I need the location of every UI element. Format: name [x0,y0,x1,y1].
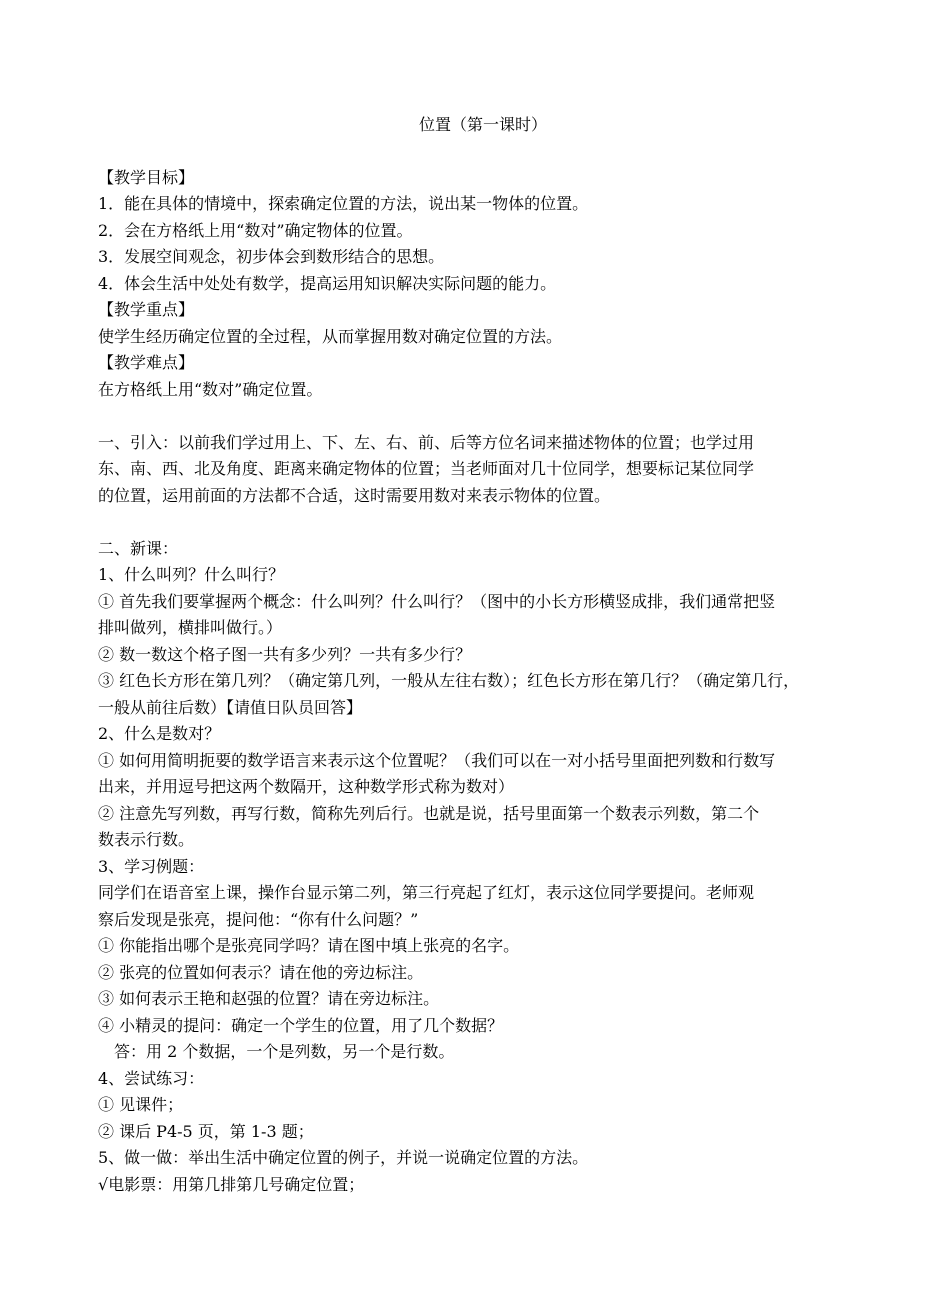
lesson-line: ② 课后 P4-5 页，第 1-3 题； [98,1121,314,1141]
lesson-line: ① 首先我们要掌握两个概念：什么叫列？什么叫行？（图中的小长方形横竖成排，我们通常把竖 [98,591,776,611]
document-page [98,112,868,1198]
key-point-heading: 【教学重点】 [98,300,195,319]
lesson-line: ④ 小精灵的提问：确定一个学生的位置，用了几个数据？ [98,1015,504,1035]
lesson-line: √电影票：用第几排第几号确定位置； [98,1174,365,1194]
difficulty-text: 在方格纸上用“数对”确定位置。 [98,379,323,399]
goal-item-3: 3．发展空间观念，初步体会到数形结合的思想。 [98,247,445,266]
lesson-line: 出来，并用逗号把这两个数隔开，这种数学形式称为数对） [98,777,515,796]
lesson-line: 一般从前往后数）【请值日队员回答】 [98,697,363,717]
intro-line-2: 东、南、西、北及角度、距离来确定物体的位置；当老师面对几十位同学，想要标记某位同学 [98,459,755,478]
lesson-line: ② 注意先写列数，再写行数，简称先列后行。也就是说，括号里面第一个数表示列数，第二个 [98,803,760,823]
key-point-text: 使学生经历确定位置的全过程，从而掌握用数对确定位置的方法。 [98,326,563,346]
lesson-line: 5、做一做：举出生活中确定位置的例子，并说一说确定位置的方法。 [98,1148,589,1167]
lesson-line: ① 如何用简明扼要的数学语言来表示这个位置呢？（我们可以在一对小括号里面把列数和行数写 [98,750,776,770]
lesson-line: ③ 如何表示王艳和赵强的位置？请在旁边标注。 [98,989,440,1008]
goal-item-2: 2．会在方格纸上用“数对”确定物体的位置。 [98,220,413,240]
lesson-line: ① 你能指出哪个是张亮同学吗？请在图中填上张亮的名字。 [98,936,520,955]
lesson-line: 1、什么叫列？什么叫行？ [98,565,285,584]
goal-item-4: 4．体会生活中处处有数学，提高运用知识解决实际问题的能力。 [98,273,557,293]
lesson-line: ② 张亮的位置如何表示？请在他的旁边标注。 [98,962,424,982]
lesson-line: ② 数一数这个格子图一共有多少列？一共有多少行？ [98,644,472,664]
blank-line [98,403,868,430]
goals-heading: 【教学目标】 [98,167,195,187]
answer-line: 答：用 2 个数据，一个是列数，另一个是行数。 [114,1042,455,1061]
blank-line [98,509,868,536]
lesson-line: 二、新课： [98,538,179,558]
document-title: 位置（第一课时） [418,115,547,134]
lesson-line: 2、什么是数对？ [98,724,221,743]
lesson-line: 数表示行数。 [98,830,195,849]
intro-line-1: 一、引入：以前我们学过用上、下、左、右、前、后等方位名词来描述物体的位置；也学过用 [98,432,755,452]
lesson-line: ③ 红色长方形在第几列？（确定第几列，一般从左往右数）；红色长方形在第几行？（确定第几行， [98,671,800,690]
lesson-line: 3、学习例题： [98,856,205,876]
lesson-line: 排叫做列，横排叫做行。） [98,618,283,637]
intro-line-3: 的位置，运用前面的方法都不合适，这时需要用数对来表示物体的位置。 [98,485,611,505]
lesson-line: 察后发现是张亮，提问他：“你有什么问题？” [98,909,419,929]
goal-item-1: 1．能在具体的情境中，探索确定位置的方法，说出某一物体的位置。 [98,194,589,213]
lesson-line: 4、尝试练习： [98,1068,205,1088]
difficulty-heading: 【教学难点】 [98,353,195,372]
lesson-line: 同学们在语音室上课，操作台显示第二列，第三行亮起了红灯，表示这位同学要提问。老师观 [98,883,755,902]
lesson-line: ① 见课件； [98,1095,184,1114]
